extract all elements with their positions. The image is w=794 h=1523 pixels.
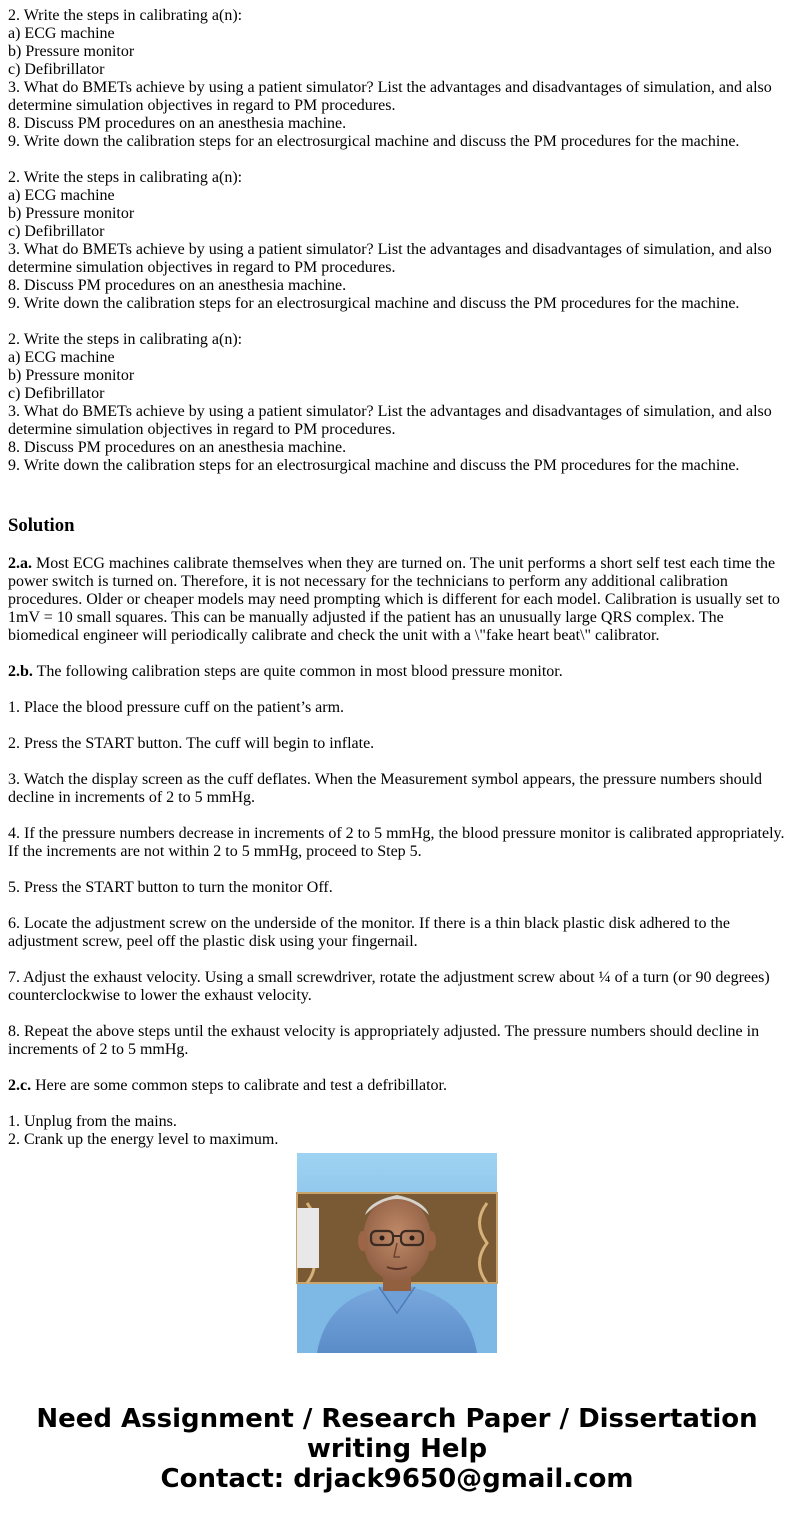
bp-step: 1. Place the blood pressure cuff on the patient’s arm. [8, 699, 345, 716]
question-line: b) Pressure monitor [8, 43, 135, 60]
promo-banner [0, 1404, 794, 1494]
question-block [8, 169, 788, 313]
question-line: 2. Write the steps in calibrating a(n): [8, 331, 243, 348]
defib-step: 1. Unplug from the mains. [8, 1113, 177, 1130]
portrait-image [297, 1153, 497, 1353]
bp-step: 2. Press the START button. The cuff will begin to inflate. [8, 735, 375, 752]
promo-line-2: writing Help [306, 1434, 488, 1464]
question-block [8, 331, 788, 475]
bp-step: 6. Locate the adjustment screw on the underside of the monitor. If there is a thin black plastic disk adhered to the adjustment screw, peel off the plastic disk using your fingernail. [8, 915, 731, 950]
question-line: c) Defibrillator [8, 61, 105, 78]
author-avatar [297, 1153, 497, 1353]
question-line: a) ECG machine [8, 349, 115, 366]
bp-step: 8. Repeat the above steps until the exhaust velocity is appropriately adjusted. The pressure numbers should decline in increments of 2 to 5 mmHg. [8, 1023, 760, 1058]
promo-contact: Contact: drjack9650@gmail.com [160, 1464, 634, 1494]
question-line: 3. What do BMETs achieve by using a patient simulator? List the advantages and disadvantages of simulation, and also determine simulation objectives in regard to PM procedures. [8, 403, 772, 438]
question-line: b) Pressure monitor [8, 367, 135, 384]
bp-step: 4. If the pressure numbers decrease in increments of 2 to 5 mmHg, the blood pressure monitor is calibrated appropriately. If the increments are not within 2 to 5 mmHg, proceed to Step 5. [8, 825, 785, 860]
question-line: 9. Write down the calibration steps for an electrosurgical machine and discuss the PM procedures for the machine. [8, 295, 740, 312]
paragraph-text: The following calibration steps are quite common in most blood pressure monitor. [32, 663, 563, 680]
question-line: b) Pressure monitor [8, 205, 135, 222]
promo-line-1: Need Assignment / Research Paper / Dissertation [36, 1404, 758, 1434]
question-line: 8. Discuss PM procedures on an anesthesia machine. [8, 115, 347, 132]
document-body [8, 7, 788, 1149]
question-line: c) Defibrillator [8, 223, 105, 240]
question-line: 8. Discuss PM procedures on an anesthesia machine. [8, 277, 347, 294]
question-block [8, 7, 788, 151]
solution-paragraph-2c [8, 1077, 788, 1095]
section-label: 2.b. [8, 663, 33, 680]
question-line: 3. What do BMETs achieve by using a patient simulator? List the advantages and disadvantages of simulation, and also determine simulation objectives in regard to PM procedures. [8, 241, 772, 276]
question-line: 3. What do BMETs achieve by using a patient simulator? List the advantages and disadvantages of simulation, and also determine simulation objectives in regard to PM procedures. [8, 79, 772, 114]
paragraph-text: Here are some common steps to calibrate and test a defribillator. [31, 1077, 447, 1094]
question-line: c) Defibrillator [8, 385, 105, 402]
bp-step: 3. Watch the display screen as the cuff deflates. When the Measurement symbol appears, the pressure numbers should decline in increments of 2 to 5 mmHg. [8, 771, 763, 806]
section-label: 2.c. [8, 1077, 32, 1094]
question-line: a) ECG machine [8, 25, 115, 42]
question-line: 8. Discuss PM procedures on an anesthesia machine. [8, 439, 347, 456]
solution-heading: Solution [8, 515, 75, 536]
solution-paragraph-2b [8, 663, 788, 681]
bp-step: 7. Adjust the exhaust velocity. Using a small screwdriver, rotate the adjustment screw about ¼ of a turn (or 90 degrees) counterclockwise to lower the exhaust velocity. [8, 969, 770, 1004]
question-line: 9. Write down the calibration steps for an electrosurgical machine and discuss the PM procedures for the machine. [8, 457, 740, 474]
bp-step: 5. Press the START button to turn the monitor Off. [8, 879, 333, 896]
question-line: 2. Write the steps in calibrating a(n): [8, 7, 243, 24]
defib-step: 2. Crank up the energy level to maximum. [8, 1131, 279, 1148]
paragraph-text: Most ECG machines calibrate themselves when they are turned on. The unit performs a short self test each time the power switch is turned on. Therefore, it is not necessary for the technicians to perform any additional calibration procedures. Older or cheaper models may need prompting which is different for each model. Calibration is usually set to 1mV = 10 small squares. This can be manually adjusted if the patient has an unusually large QRS complex. The biomedical engineer will periodically calibrate and check the unit with a \"fake heart beat\" calibrator. [8, 555, 780, 644]
question-line: a) ECG machine [8, 187, 115, 204]
question-line: 2. Write the steps in calibrating a(n): [8, 169, 243, 186]
solution-paragraph-2a [8, 555, 788, 645]
question-line: 9. Write down the calibration steps for an electrosurgical machine and discuss the PM procedures for the machine. [8, 133, 740, 150]
section-label: 2.a. [8, 555, 32, 572]
defib-steps [8, 1113, 788, 1149]
